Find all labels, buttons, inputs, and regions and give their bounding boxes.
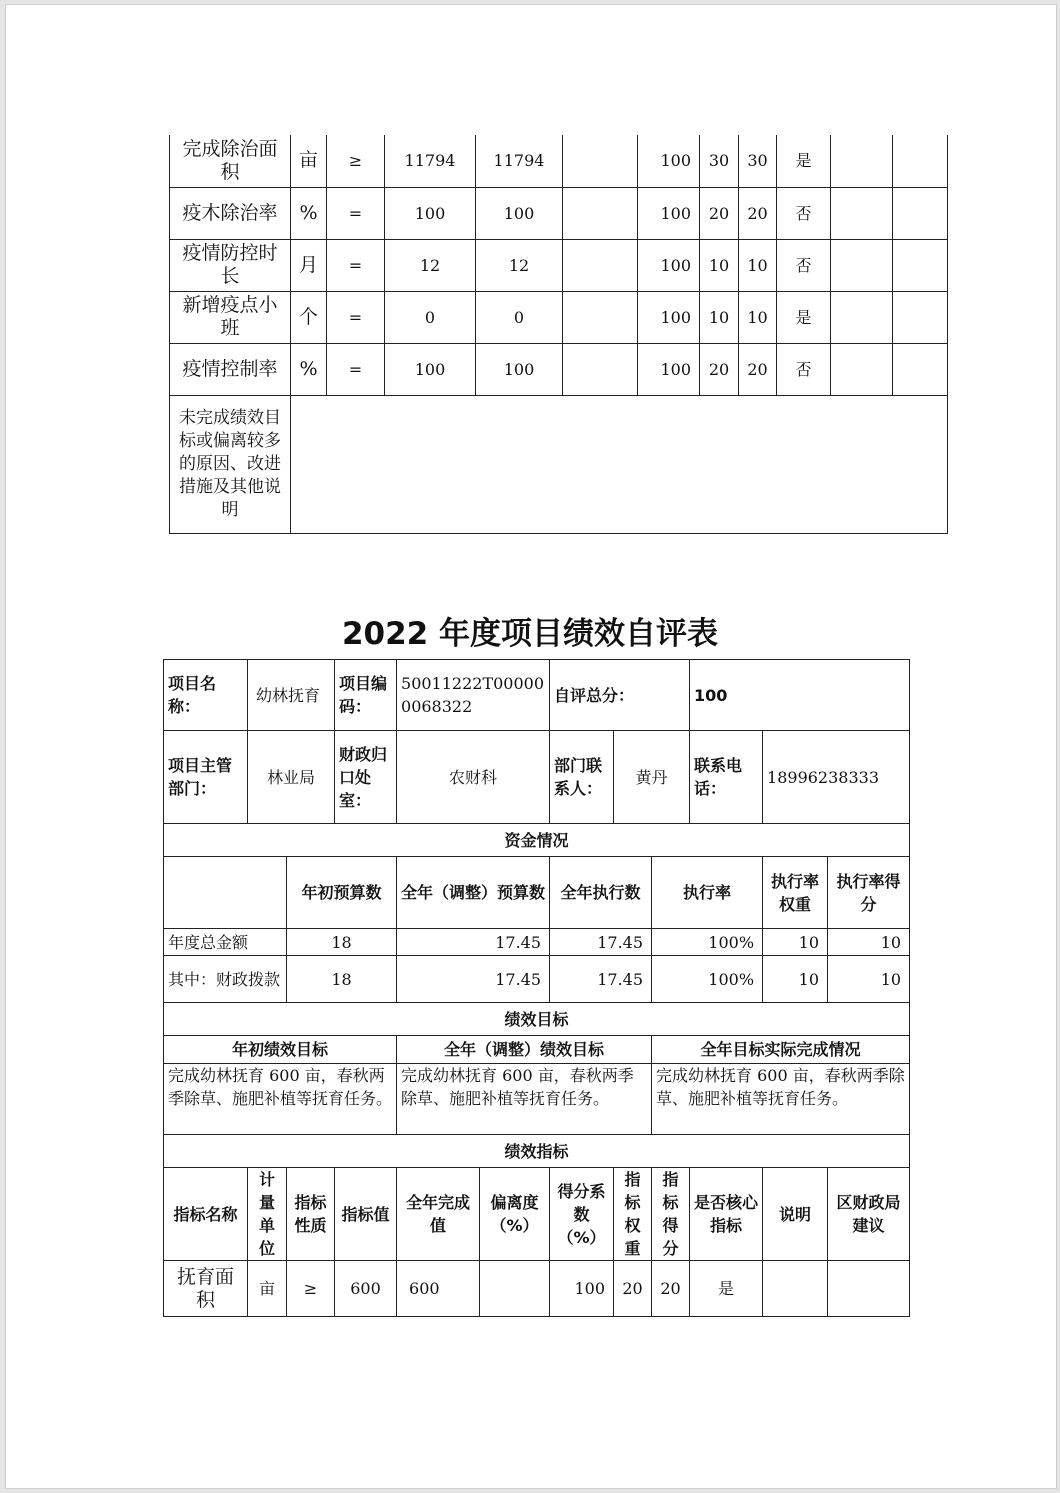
table-row: [164, 1261, 910, 1317]
funds-header-rate: 执行率: [652, 857, 763, 929]
cell-unit: 亩: [291, 135, 327, 187]
cell-unit: 个: [291, 291, 327, 343]
cell-name: 疫情防控时长: [170, 239, 291, 291]
cell-target: 100: [385, 343, 476, 395]
funds-header-weight: 执行率权重: [763, 857, 828, 929]
funds-row-budget: 18: [287, 929, 397, 956]
cell-weight: 10: [700, 291, 739, 343]
cell-core: 是: [777, 135, 831, 187]
cell-core: 否: [777, 343, 831, 395]
cell-core: 是: [690, 1261, 763, 1317]
indicator-header: 指标权重: [614, 1168, 652, 1261]
goals-header-initial: 年初绩效目标: [164, 1036, 397, 1064]
contact-label: 部门联系人：: [550, 731, 614, 824]
indicator-header: 指标性质: [287, 1168, 335, 1261]
cell-name: 疫情控制率: [170, 343, 291, 395]
cell-weight: 20: [700, 187, 739, 239]
project-name-label: 项目名称：: [164, 660, 248, 731]
table-row: [170, 343, 948, 395]
funds-row-executed: 17.45: [550, 956, 652, 1003]
cell-actual: 100: [476, 187, 563, 239]
project-code-label: 项目编码：: [335, 660, 397, 731]
cell-nature: =: [327, 343, 385, 395]
goals-section-title: 绩效目标: [164, 1003, 910, 1036]
indicator-header: 指标名称: [164, 1168, 248, 1261]
goals-initial: 完成幼林抚育 600 亩，春秋两季除草、施肥补植等抚育任务。: [164, 1064, 397, 1135]
cell-note: [763, 1261, 828, 1317]
cell-target: 12: [385, 239, 476, 291]
cell-actual: 0: [476, 291, 563, 343]
cell-note: [831, 135, 893, 187]
indicators-section-title: 绩效指标: [164, 1135, 910, 1168]
funds-row-weight: 10: [763, 956, 828, 1003]
funds-row-score: 10: [828, 956, 910, 1003]
cell-deviation: [563, 239, 638, 291]
office-label: 财政归口处室：: [335, 731, 397, 824]
cell-deviation: [480, 1261, 550, 1317]
table-row: [170, 135, 948, 187]
self-score-label: 自评总分：: [550, 660, 690, 731]
funds-header-empty: [164, 857, 287, 929]
funds-section-title: 资金情况: [164, 824, 910, 857]
cell-suggest: [828, 1261, 910, 1317]
cell-actual: 100: [476, 343, 563, 395]
explain-label: 未完成绩效目标或偏离较多的原因、改进措施及其他说明: [170, 395, 291, 533]
cell-actual: 11794: [476, 135, 563, 187]
funds-row-adjusted: 17.45: [397, 956, 550, 1003]
cell-target: 11794: [385, 135, 476, 187]
cell-weight: 20: [614, 1261, 652, 1317]
cell-score-coef: 100: [550, 1261, 614, 1317]
cell-nature: =: [327, 187, 385, 239]
page-title: 2022 年度项目绩效自评表: [341, 616, 719, 652]
cell-suggest: [893, 343, 948, 395]
cell-score: 20: [739, 187, 777, 239]
cell-core: 否: [777, 187, 831, 239]
cell-score-coef: 100: [638, 291, 700, 343]
funds-row-weight: 10: [763, 929, 828, 956]
cell-score: 10: [739, 291, 777, 343]
cell-weight: 30: [700, 135, 739, 187]
dept: 林业局: [248, 731, 335, 824]
cell-suggest: [893, 239, 948, 291]
funds-row-label: 年度总金额: [164, 929, 287, 956]
cell-core: 是: [777, 291, 831, 343]
cell-target: 100: [385, 187, 476, 239]
cell-suggest: [893, 187, 948, 239]
cell-deviation: [563, 135, 638, 187]
cell-actual: 12: [476, 239, 563, 291]
cell-deviation: [563, 187, 638, 239]
cell-unit: %: [291, 343, 327, 395]
cell-target: 600: [335, 1261, 397, 1317]
cell-note: [831, 187, 893, 239]
project-code: 50011222T000000068322: [397, 660, 550, 731]
funds-header-adjusted: 全年（调整）预算数: [397, 857, 550, 929]
goals-adjusted: 完成幼林抚育 600 亩，春秋两季除草、施肥补植等抚育任务。: [397, 1064, 652, 1135]
dept-label: 项目主管部门：: [164, 731, 248, 824]
indicator-header: 得分系数（%）: [550, 1168, 614, 1261]
cell-weight: 20: [700, 343, 739, 395]
cell-score: 20: [652, 1261, 690, 1317]
cell-nature: =: [327, 239, 385, 291]
cell-actual: 600: [397, 1261, 480, 1317]
indicator-header: 指标得分: [652, 1168, 690, 1261]
cell-note: [831, 291, 893, 343]
goals-header-actual: 全年目标实际完成情况: [652, 1036, 910, 1064]
cell-score-coef: 100: [638, 239, 700, 291]
funds-row-executed: 17.45: [550, 929, 652, 956]
funds-row-budget: 18: [287, 956, 397, 1003]
indicator-header: 区财政局建议: [828, 1168, 910, 1261]
cell-score-coef: 100: [638, 187, 700, 239]
cell-deviation: [563, 291, 638, 343]
cell-weight: 10: [700, 239, 739, 291]
table-row: [170, 239, 948, 291]
funds-header-budget: 年初预算数: [287, 857, 397, 929]
cell-nature: =: [327, 291, 385, 343]
cell-unit: 亩: [248, 1261, 287, 1317]
cell-suggest: [893, 135, 948, 187]
cell-name: 完成除治面积: [170, 135, 291, 187]
funds-row-label: 其中：财政拨款: [164, 956, 287, 1003]
cell-unit: %: [291, 187, 327, 239]
table-row: [170, 187, 948, 239]
funds-row-rate: 100%: [652, 929, 763, 956]
indicator-header: 偏离度（%）: [480, 1168, 550, 1261]
indicator-header: 是否核心指标: [690, 1168, 763, 1261]
indicator-header: 计量单位: [248, 1168, 287, 1261]
indicator-header: 指标值: [335, 1168, 397, 1261]
cell-name: 抚育面积: [164, 1261, 248, 1317]
indicator-header: 说明: [763, 1168, 828, 1261]
cell-deviation: [563, 343, 638, 395]
cell-suggest: [893, 291, 948, 343]
cell-name: 新增疫点小班: [170, 291, 291, 343]
cell-score-coef: 100: [638, 135, 700, 187]
self-score: 100: [690, 660, 910, 731]
project-name: 幼林抚育: [248, 660, 335, 731]
cell-nature: ≥: [327, 135, 385, 187]
cell-score: 10: [739, 239, 777, 291]
indicator-header: 全年完成值: [397, 1168, 480, 1261]
cell-note: [831, 343, 893, 395]
cell-score: 20: [739, 343, 777, 395]
indicator-table-continued: [169, 135, 948, 534]
goals-actual: 完成幼林抚育 600 亩，春秋两季除草、施肥补植等抚育任务。: [652, 1064, 910, 1135]
cell-nature: ≥: [287, 1261, 335, 1317]
self-evaluation-table: [163, 659, 910, 1317]
phone: 18996238333: [763, 731, 910, 824]
phone-label: 联系电话：: [690, 731, 763, 824]
office: 农财科: [397, 731, 550, 824]
cell-name: 疫木除治率: [170, 187, 291, 239]
cell-unit: 月: [291, 239, 327, 291]
funds-header-score: 执行率得分: [828, 857, 910, 929]
explain-value: [291, 395, 948, 533]
contact: 黄丹: [614, 731, 690, 824]
table-row: [170, 291, 948, 343]
funds-header-executed: 全年执行数: [550, 857, 652, 929]
cell-score: 30: [739, 135, 777, 187]
cell-note: [831, 239, 893, 291]
funds-row-rate: 100%: [652, 956, 763, 1003]
goals-header-adjusted: 全年（调整）绩效目标: [397, 1036, 652, 1064]
funds-row-score: 10: [828, 929, 910, 956]
cell-score-coef: 100: [638, 343, 700, 395]
cell-target: 0: [385, 291, 476, 343]
cell-core: 否: [777, 239, 831, 291]
funds-row-adjusted: 17.45: [397, 929, 550, 956]
